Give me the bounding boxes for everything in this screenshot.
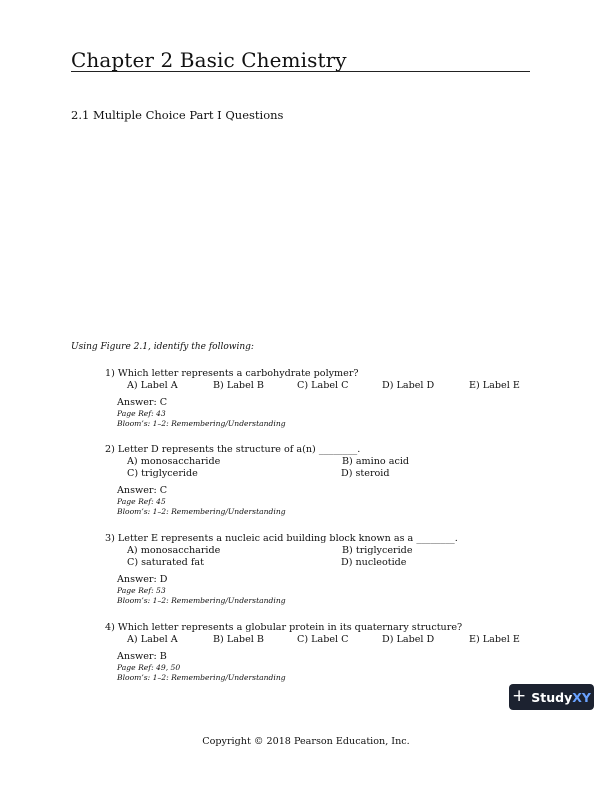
chapter-title: Chapter 2 Basic Chemistry — [71, 48, 347, 72]
option-c: C) Label C — [297, 634, 349, 645]
option-a: A) monosaccharide — [127, 545, 221, 556]
question-3 — [105, 533, 535, 606]
question-stem: 2) Letter D represents the structure of a(n) ________. — [105, 444, 361, 455]
option-a: A) monosaccharide — [127, 456, 221, 467]
option-d: D) nucleotide — [341, 557, 407, 568]
question-4 — [105, 622, 535, 683]
options-row — [105, 380, 535, 392]
blooms-level: Bloom’s: 1–2: Remembering/Understanding — [117, 419, 286, 428]
option-b: B) Label B — [213, 634, 264, 645]
answer: Answer: B — [117, 651, 167, 662]
question-1 — [105, 368, 535, 429]
question-stem: 4) Which letter represents a globular protein in its quaternary structure? — [105, 622, 463, 633]
answer: Answer: D — [117, 574, 168, 585]
option-c: C) triglyceride — [127, 468, 198, 479]
answer: Answer: C — [117, 485, 168, 496]
option-e: E) Label E — [469, 634, 520, 645]
options-row — [105, 634, 535, 646]
options-grid — [105, 545, 535, 569]
option-d: D) Label D — [382, 634, 435, 645]
plus-icon: + — [512, 685, 527, 706]
section-heading: 2.1 Multiple Choice Part I Questions — [71, 108, 284, 122]
page-ref: Page Ref: 49, 50 — [117, 663, 181, 672]
copyright-footer: Copyright © 2018 Pearson Education, Inc. — [202, 736, 410, 747]
option-b: B) amino acid — [342, 456, 410, 467]
studyxy-badge[interactable] — [509, 684, 594, 710]
option-d: D) Label D — [382, 380, 435, 391]
blooms-level: Bloom’s: 1–2: Remembering/Understanding — [117, 673, 286, 682]
blooms-level: Bloom’s: 1–2: Remembering/Understanding — [117, 596, 286, 605]
option-b: B) triglyceride — [342, 545, 413, 556]
options-grid — [105, 456, 535, 480]
option-c: C) saturated fat — [127, 557, 204, 568]
badge-text: StudyXY — [531, 689, 591, 705]
question-stem: 1) Which letter represents a carbohydrate polymer? — [105, 368, 359, 379]
option-c: C) Label C — [297, 380, 349, 391]
option-a: A) Label A — [127, 380, 178, 391]
page-ref: Page Ref: 53 — [117, 586, 166, 595]
page-ref: Page Ref: 43 — [117, 409, 166, 418]
page-ref: Page Ref: 45 — [117, 497, 166, 506]
answer: Answer: C — [117, 397, 168, 408]
option-d: D) steroid — [341, 468, 390, 479]
option-a: A) Label A — [127, 634, 178, 645]
instruction-text: Using Figure 2.1, identify the following: — [71, 342, 254, 352]
question-2 — [105, 444, 535, 517]
option-e: E) Label E — [469, 380, 520, 391]
question-stem: 3) Letter E represents a nucleic acid building block known as a ________. — [105, 533, 458, 544]
blooms-level: Bloom’s: 1–2: Remembering/Understanding — [117, 507, 286, 516]
title-rule — [71, 71, 530, 72]
option-b: B) Label B — [213, 380, 264, 391]
